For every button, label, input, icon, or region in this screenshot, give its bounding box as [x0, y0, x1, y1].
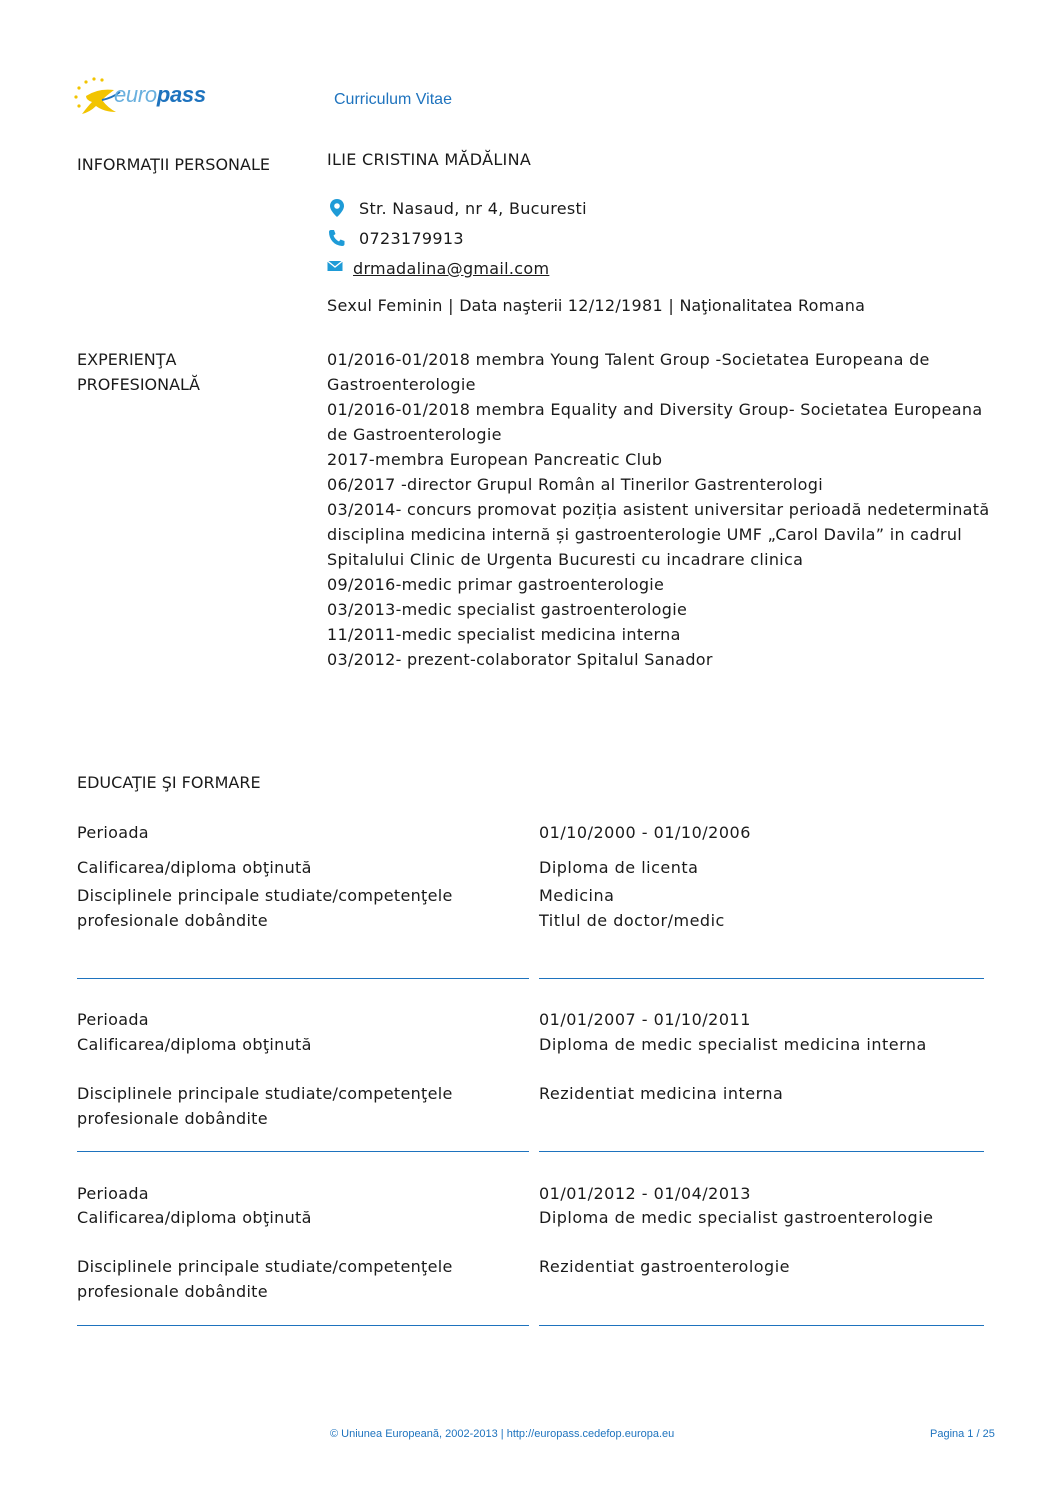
email-link[interactable]: drmadalina@gmail.com: [353, 258, 550, 278]
qualification-value: Diploma de licenta: [539, 858, 699, 877]
document-title: Curriculum Vitae: [334, 91, 452, 108]
divider-left: [77, 1151, 529, 1152]
qualification-value: Diploma de medic specialist gastroenterologie: [539, 1208, 934, 1227]
phone-icon: [327, 228, 347, 248]
experience-label: [77, 347, 200, 397]
period-label: Perioada: [77, 1010, 149, 1029]
disciplines-label-line-2: profesionale dobândite: [77, 911, 268, 930]
divider-right: [539, 1151, 984, 1152]
separator: |: [668, 296, 675, 315]
experience-item: 03/2012- prezent-colaborator Spitalul Sanador: [327, 650, 713, 669]
phone-text: 0723179913: [359, 228, 464, 248]
email-row: [327, 258, 549, 278]
personal-info-label: INFORMAŢII PERSONALE: [77, 155, 270, 174]
disciplines-value-line-1: Medicina: [539, 886, 615, 905]
experience-item: 01/2016-01/2018 membra Young Talent Group -Societatea Europeana de Gastroenterologie: [327, 350, 930, 394]
divider-left: [77, 1325, 529, 1326]
divider-left: [77, 978, 529, 979]
disciplines-value: [539, 883, 989, 933]
nationality-value: Romana: [797, 296, 866, 315]
experience-item: 03/2013-medic specialist gastroenterologie: [327, 600, 688, 619]
disciplines-label: [77, 883, 517, 933]
experience-item: 01/2016-01/2018 membra Equality and Diversity Group- Societatea Europeana de Gastroenterologie: [327, 400, 983, 444]
experience-item: 06/2017 -director Grupul Român al Tinerilor Gastrenterologi: [327, 475, 823, 494]
disciplines-value: Rezidentiat gastroenterologie: [539, 1257, 790, 1276]
disciplines-label-line-1: Disciplinele principale studiate/competenţele: [77, 1084, 453, 1103]
disciplines-label: [77, 1081, 517, 1131]
experience-list: [327, 347, 992, 672]
period-label: Perioada: [77, 823, 149, 842]
qualification-label: Calificarea/diploma obţinută: [77, 1208, 312, 1227]
experience-item: 03/2014- concurs promovat poziția asistent universitar perioadă nedeterminată disciplina medicina internă și gastroenterologie UMF „Carol Davila” in cadrul Spitalului Clinic de Urgenta Bucuresti cu incadrare clinica: [327, 500, 990, 569]
address-row: [327, 198, 587, 218]
experience-item: 09/2016-medic primar gastroenterologie: [327, 575, 665, 594]
nationality-label: Naţionalitatea: [679, 296, 793, 315]
europass-logo: [72, 74, 222, 120]
location-pin-icon: [327, 198, 347, 218]
experience-item: 11/2011-medic specialist medicina interna: [327, 625, 681, 644]
disciplines-label-line-1: Disciplinele principale studiate/competenţele: [77, 886, 453, 905]
email-icon: [327, 258, 343, 278]
experience-item: 2017-membra European Pancreatic Club: [327, 450, 663, 469]
disciplines-label: [77, 1254, 517, 1304]
period-value: 01/10/2000 - 01/10/2006: [539, 823, 751, 842]
disciplines-value: Rezidentiat medicina interna: [539, 1084, 784, 1103]
divider-right: [539, 1325, 984, 1326]
disciplines-label-line-2: profesionale dobândite: [77, 1109, 268, 1128]
qualification-label: Calificarea/diploma obţinută: [77, 858, 312, 877]
phone-row: [327, 228, 464, 248]
person-name: ILIE CRISTINA MĂDĂLINA: [327, 150, 532, 169]
address-text: Str. Nasaud, nr 4, Bucuresti: [359, 198, 587, 218]
qualification-value: Diploma de medic specialist medicina interna: [539, 1035, 927, 1054]
personal-details-line: [327, 296, 865, 315]
logo-wordmark: europass: [114, 82, 206, 107]
education-label: EDUCAŢIE ŞI FORMARE: [77, 773, 261, 792]
divider-right: [539, 978, 984, 979]
qualification-label: Calificarea/diploma obţinută: [77, 1035, 312, 1054]
footer-page-number: Pagina 1 / 25: [930, 1428, 995, 1440]
sex-label: Sexul: [327, 296, 373, 315]
disciplines-label-line-2: profesionale dobândite: [77, 1282, 268, 1301]
birth-label: Data naşterii: [459, 296, 563, 315]
separator: |: [448, 296, 454, 315]
experience-label-line-1: EXPERIENŢA: [77, 350, 177, 369]
birth-value: 12/12/1981: [567, 296, 663, 315]
period-value: 01/01/2012 - 01/04/2013: [539, 1184, 751, 1203]
period-label: Perioada: [77, 1184, 149, 1203]
footer-copyright: © Uniunea Europeană, 2002-2013 | http://europass.cedefop.europa.eu: [330, 1428, 675, 1440]
disciplines-value-line-2: Titlul de doctor/medic: [539, 911, 725, 930]
experience-label-line-2: PROFESIONALĂ: [77, 375, 200, 394]
period-value: 01/01/2007 - 01/10/2011: [539, 1010, 751, 1029]
disciplines-label-line-1: Disciplinele principale studiate/competenţele: [77, 1257, 453, 1276]
sex-value: Feminin: [377, 296, 443, 315]
